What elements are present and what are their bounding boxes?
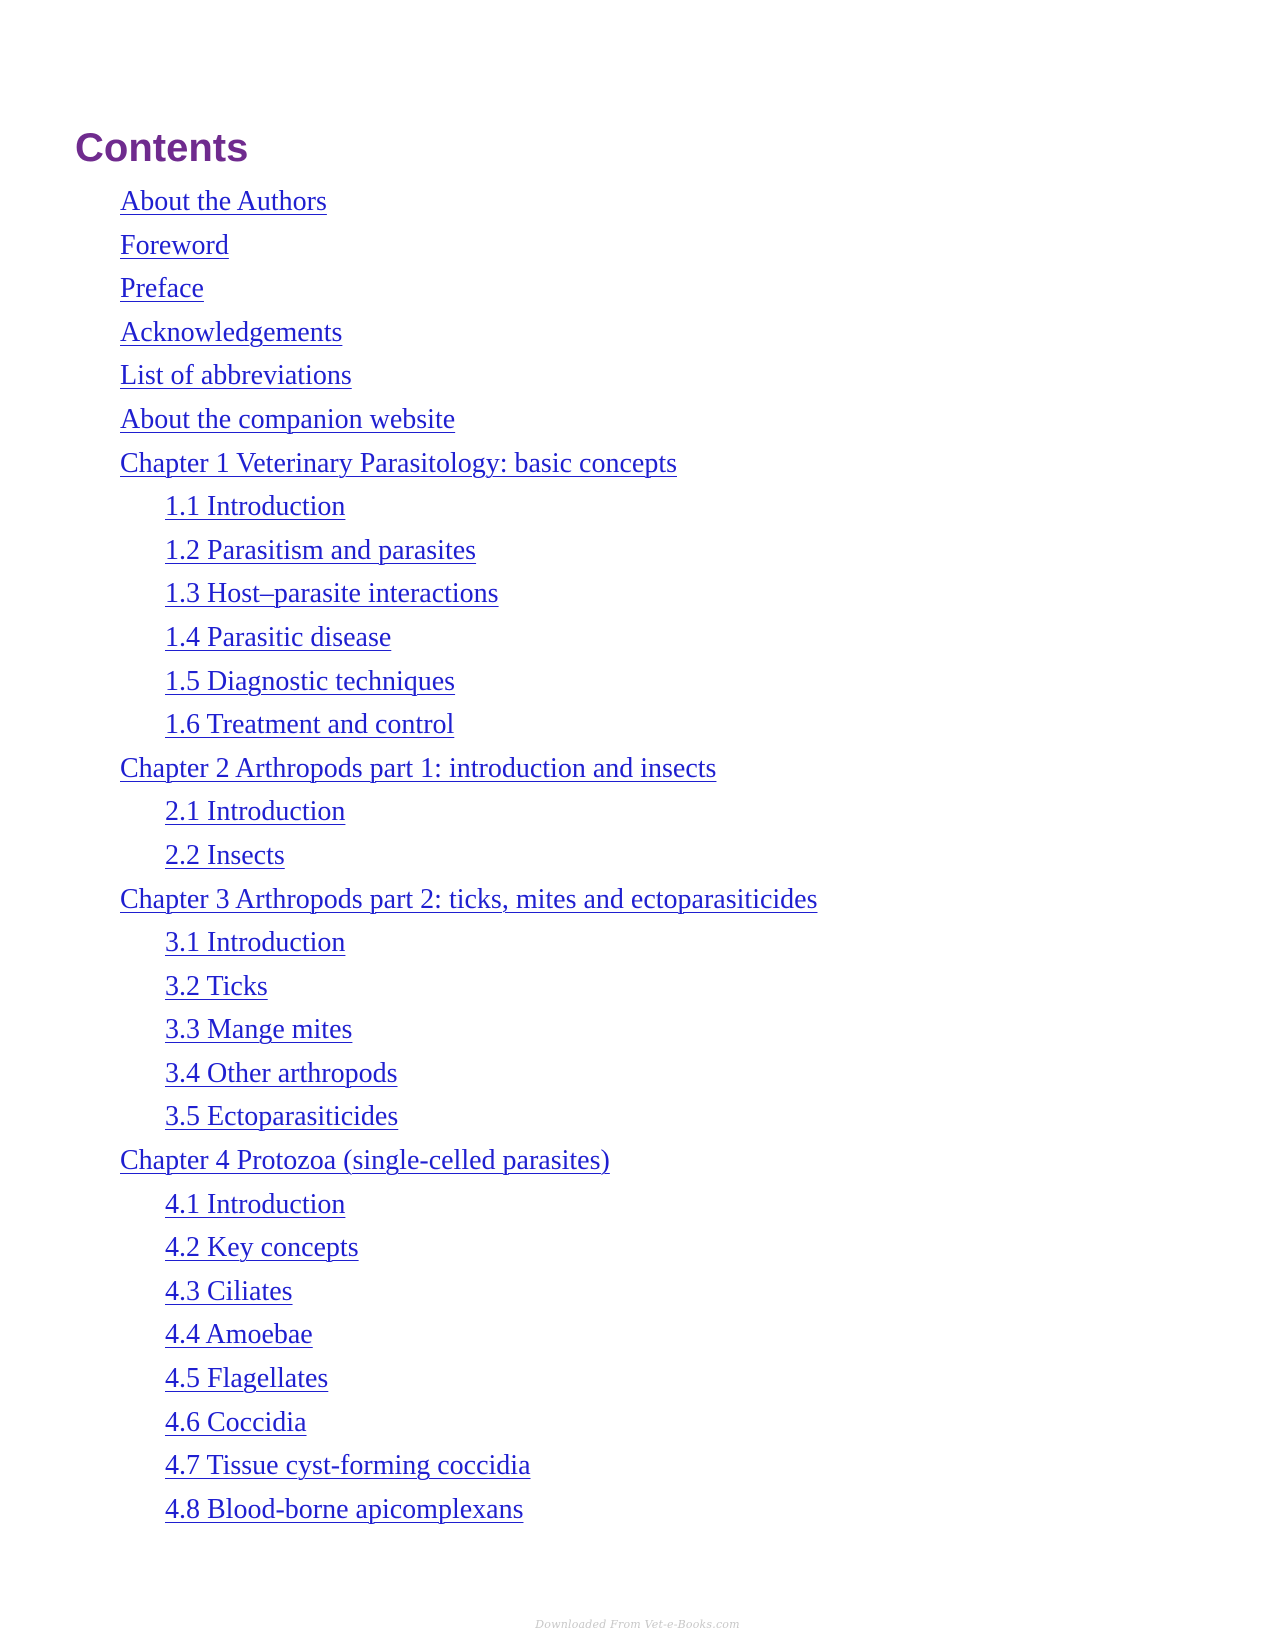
toc-entry bbox=[0, 747, 1275, 791]
toc-link-section-1-3[interactable]: 1.3 Host–parasite interactions bbox=[165, 578, 499, 610]
toc-entry bbox=[0, 834, 1275, 878]
download-watermark: Downloaded From Vet-e-Books.com bbox=[535, 1618, 740, 1631]
toc-entry bbox=[0, 224, 1275, 268]
toc-entry bbox=[0, 529, 1275, 573]
toc-link-section-4-3[interactable]: 4.3 Ciliates bbox=[165, 1275, 293, 1307]
toc-entry bbox=[0, 442, 1275, 486]
toc-link-section-3-3[interactable]: 3.3 Mange mites bbox=[165, 1014, 353, 1046]
toc-entry bbox=[0, 1488, 1275, 1532]
contents-heading: Contents bbox=[75, 126, 249, 170]
toc-entry bbox=[0, 1139, 1275, 1183]
table-of-contents bbox=[0, 180, 1275, 1531]
toc-entry bbox=[0, 311, 1275, 355]
toc-link-chapter-1[interactable]: Chapter 1 Veterinary Parasitology: basic concepts bbox=[120, 447, 677, 479]
toc-link-section-1-2[interactable]: 1.2 Parasitism and parasites bbox=[165, 534, 477, 566]
toc-entry bbox=[0, 180, 1275, 224]
toc-link-companion-website[interactable]: About the companion website bbox=[120, 403, 456, 435]
toc-link-section-2-1[interactable]: 2.1 Introduction bbox=[165, 796, 346, 828]
toc-link-acknowledgements[interactable]: Acknowledgements bbox=[120, 316, 343, 348]
toc-link-section-3-1[interactable]: 3.1 Introduction bbox=[165, 927, 346, 959]
toc-entry bbox=[0, 921, 1275, 965]
toc-entry bbox=[0, 267, 1275, 311]
toc-link-section-4-6[interactable]: 4.6 Coccidia bbox=[165, 1406, 307, 1438]
toc-link-list-of-abbreviations[interactable]: List of abbreviations bbox=[120, 360, 352, 392]
toc-entry bbox=[0, 1008, 1275, 1052]
toc-entry bbox=[0, 572, 1275, 616]
toc-entry bbox=[0, 878, 1275, 922]
toc-link-chapter-3[interactable]: Chapter 3 Arthropods part 2: ticks, mites and ectoparasiticides bbox=[120, 883, 818, 915]
toc-entry bbox=[0, 660, 1275, 704]
toc-link-section-4-8[interactable]: 4.8 Blood-borne apicomplexans bbox=[165, 1493, 524, 1525]
toc-entry bbox=[0, 1444, 1275, 1488]
toc-link-section-3-2[interactable]: 3.2 Ticks bbox=[165, 970, 268, 1002]
toc-link-chapter-2[interactable]: Chapter 2 Arthropods part 1: introduction and insects bbox=[120, 752, 717, 784]
toc-entry bbox=[0, 1401, 1275, 1445]
toc-link-section-3-4[interactable]: 3.4 Other arthropods bbox=[165, 1057, 398, 1089]
toc-link-section-4-2[interactable]: 4.2 Key concepts bbox=[165, 1232, 359, 1264]
toc-link-section-1-1[interactable]: 1.1 Introduction bbox=[165, 491, 346, 523]
toc-link-chapter-4[interactable]: Chapter 4 Protozoa (single-celled parasites) bbox=[120, 1145, 610, 1177]
toc-link-section-1-6[interactable]: 1.6 Treatment and control bbox=[165, 709, 455, 741]
toc-entry bbox=[0, 1183, 1275, 1227]
toc-entry bbox=[0, 354, 1275, 398]
toc-link-section-2-2[interactable]: 2.2 Insects bbox=[165, 839, 285, 871]
toc-entry bbox=[0, 1313, 1275, 1357]
toc-link-foreword[interactable]: Foreword bbox=[120, 229, 229, 261]
toc-entry bbox=[0, 1095, 1275, 1139]
toc-link-section-1-4[interactable]: 1.4 Parasitic disease bbox=[165, 621, 392, 653]
toc-entry bbox=[0, 398, 1275, 442]
toc-entry bbox=[0, 1052, 1275, 1096]
toc-link-section-3-5[interactable]: 3.5 Ectoparasiticides bbox=[165, 1101, 399, 1133]
toc-entry bbox=[0, 485, 1275, 529]
toc-link-section-4-1[interactable]: 4.1 Introduction bbox=[165, 1188, 346, 1220]
toc-link-preface[interactable]: Preface bbox=[120, 273, 204, 305]
toc-entry bbox=[0, 703, 1275, 747]
toc-entry bbox=[0, 790, 1275, 834]
toc-link-section-4-7[interactable]: 4.7 Tissue cyst-forming coccidia bbox=[165, 1450, 531, 1482]
toc-entry bbox=[0, 616, 1275, 660]
toc-link-about-the-authors[interactable]: About the Authors bbox=[120, 186, 327, 217]
toc-entry bbox=[0, 965, 1275, 1009]
toc-link-section-1-5[interactable]: 1.5 Diagnostic techniques bbox=[165, 665, 456, 697]
toc-entry bbox=[0, 1270, 1275, 1314]
toc-link-section-4-4[interactable]: 4.4 Amoebae bbox=[165, 1319, 313, 1351]
toc-link-section-4-5[interactable]: 4.5 Flagellates bbox=[165, 1363, 329, 1395]
toc-entry bbox=[0, 1226, 1275, 1270]
toc-entry bbox=[0, 1357, 1275, 1401]
